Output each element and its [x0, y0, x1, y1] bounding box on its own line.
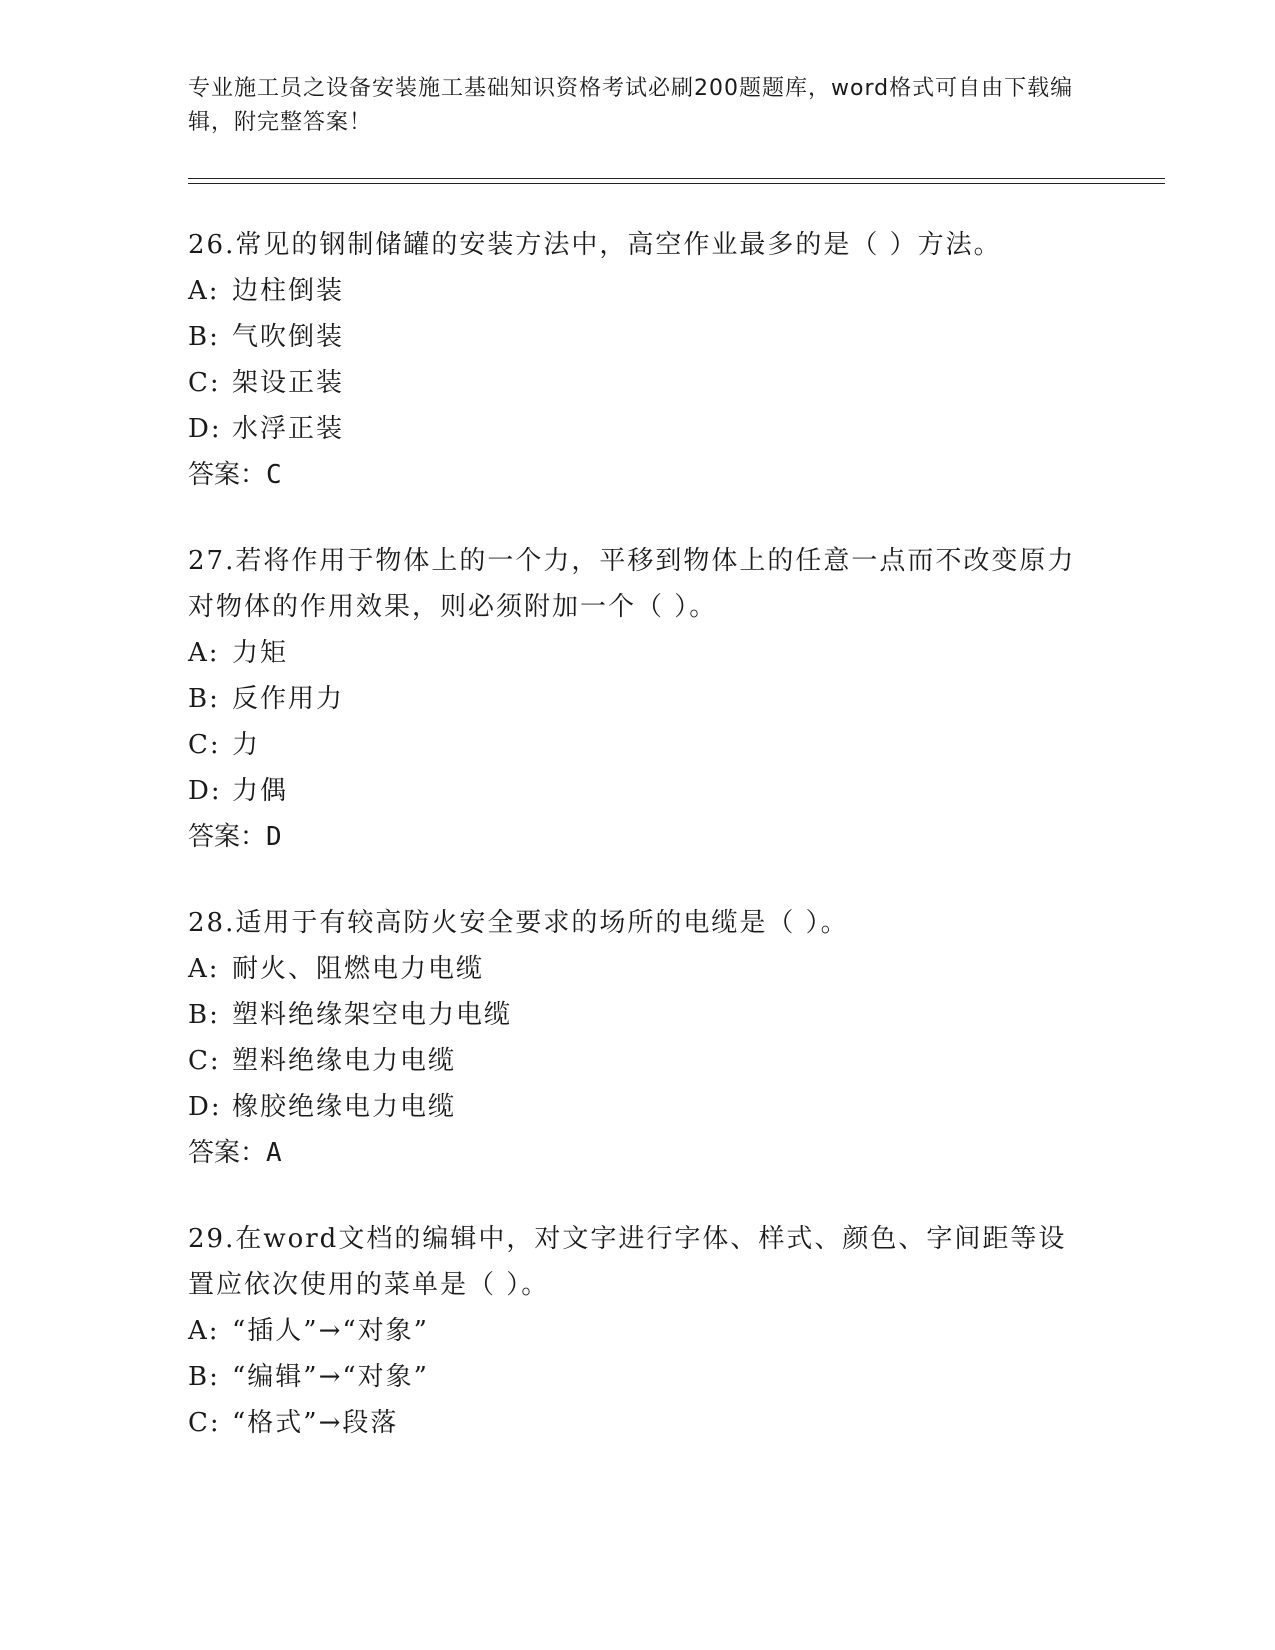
- option-text: “格式”→段落: [232, 1408, 399, 1438]
- option-letter: C:: [188, 730, 221, 760]
- question-27: [188, 538, 1088, 860]
- option-letter: A:: [188, 638, 220, 668]
- option-letter: A:: [188, 954, 220, 984]
- option-c: [188, 360, 1088, 406]
- option-c: [188, 1038, 1088, 1084]
- option-letter: C:: [188, 368, 221, 398]
- option-b: [188, 314, 1088, 360]
- answer-line: [188, 1130, 1088, 1176]
- question-stem: 26.常见的钢制储罐的安装方法中，高空作业最多的是（ ）方法。: [188, 230, 1002, 260]
- question-stem: 28.适用于有较高防火安全要求的场所的电缆是（ ）。: [188, 908, 849, 938]
- question-stem: 29.在word文档的编辑中，对文字进行字体、样式、颜色、字间距等设置应依次使用的菜单是（ ）。: [188, 1224, 1067, 1300]
- answer-line: [188, 814, 1088, 860]
- option-letter: D:: [188, 414, 222, 444]
- header-divider-line-secondary: [188, 183, 1165, 184]
- option-text: 力偶: [232, 776, 289, 806]
- option-c: [188, 1400, 1088, 1446]
- option-c: [188, 722, 1088, 768]
- option-text: 边柱倒装: [232, 276, 345, 306]
- option-text: 反作用力: [232, 684, 345, 714]
- option-letter: C:: [188, 1408, 221, 1438]
- option-letter: A:: [188, 1316, 220, 1346]
- option-d: [188, 1084, 1088, 1130]
- option-b: [188, 676, 1088, 722]
- option-letter: A:: [188, 276, 220, 306]
- answer-value: D: [266, 822, 282, 852]
- option-text: 水浮正装: [232, 414, 345, 444]
- option-letter: B:: [188, 1362, 220, 1392]
- option-text: 力矩: [232, 638, 289, 668]
- option-letter: C:: [188, 1046, 221, 1076]
- option-letter: B:: [188, 322, 220, 352]
- option-text: 耐火、阻燃电力电缆: [232, 954, 485, 984]
- document-header: 专业施工员之设备安装施工基础知识资格考试必刷200题题库，word格式可自由下载编辑，附完整答案！: [188, 76, 1074, 135]
- option-b: [188, 1354, 1088, 1400]
- question-29: [188, 1216, 1088, 1446]
- header-divider-line: [188, 178, 1165, 179]
- option-a: [188, 1308, 1088, 1354]
- answer-value: C: [266, 460, 282, 490]
- option-text: “插人”→“对象”: [232, 1316, 429, 1346]
- option-a: [188, 268, 1088, 314]
- answer-label: 答案：: [188, 460, 267, 490]
- option-letter: B:: [188, 1000, 220, 1030]
- option-b: [188, 992, 1088, 1038]
- option-a: [188, 946, 1088, 992]
- option-text: 力: [232, 730, 261, 760]
- option-text: 塑料绝缘架空电力电缆: [232, 1000, 513, 1030]
- question-28: [188, 900, 1088, 1176]
- option-letter: D:: [188, 1092, 222, 1122]
- option-d: [188, 406, 1088, 452]
- answer-label: 答案：: [188, 822, 267, 852]
- option-text: 架设正装: [232, 368, 345, 398]
- option-a: [188, 630, 1088, 676]
- question-stem: 27.若将作用于物体上的一个力，平移到物体上的任意一点而不改变原力对物体的作用效果，则必须附加一个（ ）。: [188, 546, 1076, 622]
- option-text: 气吹倒装: [232, 322, 345, 352]
- option-letter: B:: [188, 684, 220, 714]
- option-letter: D:: [188, 776, 222, 806]
- answer-value: A: [266, 1138, 282, 1168]
- question-26: [188, 222, 1088, 498]
- option-text: 塑料绝缘电力电缆: [232, 1046, 457, 1076]
- option-d: [188, 768, 1088, 814]
- option-text: 橡胶绝缘电力电缆: [232, 1092, 457, 1122]
- answer-line: [188, 452, 1088, 498]
- option-text: “编辑”→“对象”: [232, 1362, 429, 1392]
- answer-label: 答案：: [188, 1138, 267, 1168]
